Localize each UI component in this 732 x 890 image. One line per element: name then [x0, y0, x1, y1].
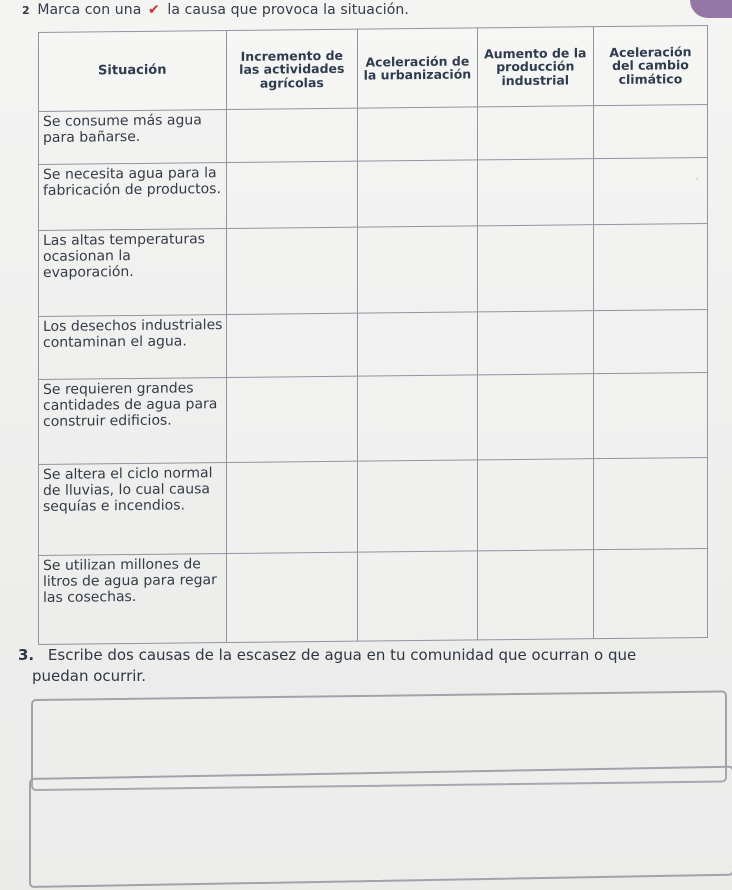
- check-cell-agricultural[interactable]: [226, 227, 358, 314]
- check-cell-urbanization[interactable]: [358, 460, 478, 552]
- check-cell-climate[interactable]: [593, 548, 707, 638]
- answer-box-2[interactable]: [29, 766, 732, 888]
- question-3-number: 3.: [18, 646, 35, 664]
- table-row: [39, 223, 708, 316]
- situation-cell: Se consume más agua para bañarse.: [39, 110, 227, 165]
- column-header-agricultural-activities: Incremento de las actividades agrícolas: [226, 29, 358, 109]
- check-cell-climate[interactable]: [593, 372, 707, 458]
- check-cell-industrial[interactable]: [477, 374, 593, 460]
- table-row: [39, 157, 708, 230]
- question-2-prefix: Marca con una: [37, 2, 142, 18]
- table-row: [39, 548, 708, 644]
- situation-cell: Las altas temperaturas ocasionan la evaporación.: [39, 229, 227, 317]
- check-cell-agricultural[interactable]: [226, 108, 358, 162]
- table-header-row: [39, 25, 708, 111]
- check-cell-urbanization[interactable]: [358, 375, 478, 461]
- check-cell-climate[interactable]: [593, 223, 707, 310]
- check-cell-agricultural[interactable]: [226, 313, 358, 377]
- table-row: [39, 309, 708, 379]
- check-cell-urbanization[interactable]: [358, 226, 478, 313]
- question-2-number: 2: [22, 4, 30, 17]
- check-cell-climate[interactable]: [593, 157, 707, 224]
- check-cell-climate[interactable]: [593, 104, 707, 158]
- check-cell-agricultural[interactable]: [226, 552, 358, 642]
- table-row: [39, 457, 708, 555]
- situation-cell: Los desechos industriales contaminan el agua.: [39, 315, 227, 380]
- question-3-line-2: puedan ocurrir.: [32, 667, 146, 686]
- check-cell-urbanization[interactable]: [358, 312, 478, 376]
- check-cell-industrial[interactable]: [477, 106, 593, 160]
- question-2-suffix: la causa que provoca la situación.: [167, 2, 409, 18]
- check-cell-urbanization[interactable]: [358, 160, 478, 227]
- check-cell-agricultural[interactable]: [226, 161, 358, 228]
- check-cell-climate[interactable]: [593, 309, 707, 373]
- check-cell-agricultural[interactable]: [226, 461, 358, 553]
- check-cell-industrial[interactable]: [477, 159, 593, 226]
- situation-cell: Se requieren grandes cantidades de agua para construir edificios.: [39, 378, 227, 465]
- check-cell-industrial[interactable]: [477, 225, 593, 312]
- situation-cell: Se necesita agua para la fabricación de productos.: [39, 163, 227, 231]
- column-header-urbanization: Aceleración de la urbanización: [358, 28, 478, 108]
- column-header-climate-change: Aceleración del cambio climático: [593, 25, 707, 105]
- check-cell-urbanization[interactable]: [358, 551, 478, 641]
- check-cell-industrial[interactable]: [477, 311, 593, 375]
- question-3-line-1: Escribe dos causas de la escasez de agua en tu comunidad que ocurran o que: [47, 646, 637, 664]
- question-2-instruction: [22, 2, 409, 18]
- table-row: [39, 372, 708, 464]
- check-cell-industrial[interactable]: [477, 550, 593, 640]
- situation-cell: Se utilizan millones de litros de agua para regar las cosechas.: [39, 554, 227, 645]
- column-header-situation: Situación: [39, 31, 227, 112]
- causes-table: [38, 25, 708, 645]
- check-cell-agricultural[interactable]: [226, 376, 358, 462]
- check-cell-urbanization[interactable]: [358, 107, 478, 161]
- table-row: [39, 104, 708, 164]
- question-3-instruction: [18, 645, 718, 688]
- purple-corner-mark: [690, 0, 732, 18]
- check-cell-industrial[interactable]: [477, 459, 593, 551]
- situation-cell: Se altera el ciclo normal de lluvias, lo cual causa sequías e incendios.: [39, 463, 227, 556]
- red-check-icon: ✔: [147, 2, 160, 18]
- check-cell-climate[interactable]: [593, 457, 707, 549]
- column-header-industrial-production: Aumento de la producción industrial: [477, 27, 593, 107]
- causes-table-container: [38, 32, 708, 627]
